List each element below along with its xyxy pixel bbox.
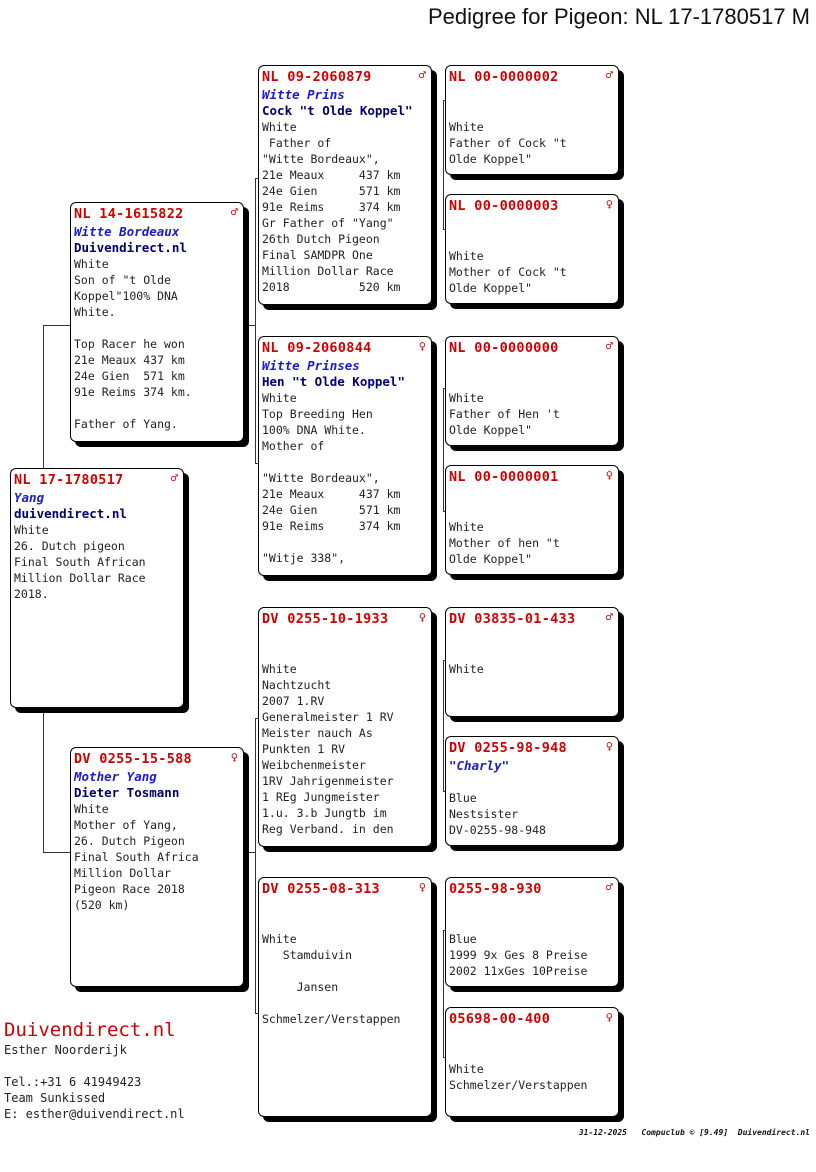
pigeon-name: Witte Bordeaux [74, 224, 180, 239]
ring-number: NL 00-0000001 [449, 469, 559, 485]
pigeon-card-ggp-2[interactable] [445, 194, 619, 304]
pigeon-info-line: Nestsister [449, 807, 519, 821]
pigeon-info-line [74, 320, 240, 336]
pigeon-info-line [262, 963, 428, 979]
pigeon-info-line: Reg Verband. in den [262, 822, 394, 836]
pigeon-info-line: Weibchenmeister [262, 758, 366, 772]
pigeon-info-line: Million Dollar [74, 866, 171, 880]
pigeon-owner [449, 103, 615, 119]
pigeon-info-line: Schmelzer/Verstappen [262, 1012, 401, 1026]
page-title: Pedigree for Pigeon: NL 17-1780517 M [428, 4, 810, 29]
pigeon-owner [449, 374, 615, 390]
pigeon-info-line: Million Dollar Race [262, 264, 394, 278]
pigeon-info-line: Meister nauch As [262, 726, 373, 740]
connector-line [246, 325, 256, 326]
pigeon-owner: Duivendirect.nl [74, 240, 187, 255]
pigeon-owner: Dieter Tosmann [74, 785, 180, 800]
pigeon-info-line: 1999 9x Ges 8 Preise [449, 948, 588, 962]
pigeon-card-dam-sire[interactable] [258, 607, 432, 847]
pigeon-info-line: Final SAMDPR One [262, 248, 373, 262]
pigeon-owner: duivendirect.nl [14, 506, 127, 521]
pigeon-card-ggp-6[interactable] [445, 736, 619, 846]
pigeon-card-ggp-1[interactable] [445, 65, 619, 175]
print-stamp: 31-12-2025 Compuclub © [9.49] Duivendirect.nl [578, 1128, 810, 1137]
pigeon-info-line: Father of [262, 136, 332, 150]
pigeon-info-line: White [262, 120, 297, 134]
pigeon-info-line: White [74, 802, 109, 816]
pigeon-info-line: Olde Koppel" [449, 423, 533, 437]
pigeon-info-line: Schmelzer/Verstappen [449, 1078, 588, 1092]
pigeon-card-sire-dam[interactable] [258, 336, 432, 576]
pigeon-info-line: 2018 520 km [262, 280, 401, 294]
pigeon-info-line: 24e Gien 571 km [262, 503, 401, 517]
pigeon-info-line [262, 995, 428, 1011]
pigeon-info-line: Mother of Yang, [74, 818, 178, 832]
pigeon-info-line: 24e Gien 571 km [74, 369, 185, 383]
pigeon-info-line: 26. Dutch Pigeon [74, 834, 185, 848]
ring-number: NL 09-2060879 [262, 69, 372, 85]
pigeon-info-line: 21e Meaux 437 km [74, 353, 185, 367]
pigeon-info-line: White [14, 523, 49, 537]
sex-symbol-icon: ♂ [418, 68, 426, 82]
pigeon-info-line: Jansen [262, 980, 339, 994]
pigeon-info-line: Final South African [14, 555, 146, 569]
pigeon-name [262, 899, 428, 915]
sex-symbol-icon: ♀ [605, 197, 613, 211]
sex-symbol-icon: ♂ [605, 880, 613, 894]
pigeon-info-line: Father of Cock "t [449, 136, 567, 150]
pigeon-name: Yang [14, 490, 45, 505]
contact-line: Esther Noorderijk [4, 1043, 127, 1057]
pigeon-owner [262, 645, 428, 661]
pigeon-info-line: Million Dollar Race [14, 571, 146, 585]
pigeon-info-line: 91e Reims 374 km. [74, 385, 192, 399]
pigeon-info-line: White [449, 1062, 484, 1076]
pigeon-info-line: Gr Father of "Yang" [262, 216, 394, 230]
pigeon-info-line: White [262, 662, 297, 676]
pigeon-owner [449, 915, 615, 931]
ring-number: DV 0255-08-313 [262, 881, 380, 897]
ring-number: NL 00-0000000 [449, 340, 559, 356]
sex-symbol-icon: ♀ [605, 1010, 613, 1024]
sex-symbol-icon: ♀ [230, 750, 238, 764]
pigeon-owner: Hen "t Olde Koppel" [262, 374, 405, 389]
pigeon-owner [449, 645, 615, 661]
ring-number: 05698-00-400 [449, 1011, 551, 1027]
brand-name: Duivendirect.nl [4, 1019, 176, 1041]
pigeon-info-line: Blue [449, 791, 477, 805]
pigeon-info-line: DV-0255-98-948 [449, 823, 546, 837]
pigeon-name [262, 629, 428, 645]
pigeon-info-line: Olde Koppel" [449, 552, 533, 566]
pigeon-info-line: "Witje 338", [262, 551, 346, 565]
pigeon-info-line: White [262, 391, 297, 405]
pigeon-info-line: Pigeon Race 2018 [74, 882, 185, 896]
pigeon-info-line: White [449, 249, 484, 263]
pigeon-card-sire[interactable] [70, 202, 244, 442]
ring-number: NL 14-1615822 [74, 206, 184, 222]
pigeon-info-line: 21e Meaux 437 km [262, 168, 401, 182]
pigeon-info-line: Top Breeding Hen [262, 407, 373, 421]
connector-line [43, 325, 44, 470]
pigeon-info-line: Father of Hen 't [449, 407, 560, 421]
pigeon-info-line [262, 454, 428, 470]
pigeon-info-line: 1RV Jahrigenmeister [262, 774, 394, 788]
ring-number: NL 00-0000003 [449, 198, 559, 214]
pigeon-name [449, 216, 615, 232]
pigeon-info-line: Olde Koppel" [449, 281, 533, 295]
pigeon-info-line: 2007 1.RV [262, 694, 325, 708]
pigeon-card-dam-dam[interactable] [258, 877, 432, 1117]
pigeon-info-line: "Witte Bordeaux", [262, 152, 380, 166]
pigeon-name: "Charly" [449, 758, 510, 773]
pigeon-info-line: Generalmeister 1 RV [262, 710, 394, 724]
pigeon-info-line: White [74, 257, 109, 271]
pigeon-info-line [262, 534, 428, 550]
pigeon-info-line: 91e Reims 374 km [262, 519, 401, 533]
contact-line: Tel.:+31 6 41949423 [4, 1075, 142, 1089]
pigeon-owner [449, 232, 615, 248]
sex-symbol-icon: ♀ [605, 468, 613, 482]
pigeon-info-line: Blue [449, 932, 477, 946]
pigeon-info-line: White [449, 391, 484, 405]
sex-symbol-icon: ♂ [605, 68, 613, 82]
pigeon-info-line: Son of "t Olde [74, 273, 171, 287]
pigeon-name [449, 1029, 615, 1045]
pigeon-info-line: 2002 11xGes 10Preise [449, 964, 588, 978]
pigeon-info-line: White [449, 120, 484, 134]
pigeon-name: Mother Yang [74, 769, 157, 784]
pigeon-info-line: Nachtzucht [262, 678, 332, 692]
pigeon-info-line: 26th Dutch Pigeon [262, 232, 380, 246]
pigeon-info-line: Mother of Cock "t [449, 265, 567, 279]
ring-number: DV 0255-10-1933 [262, 611, 389, 627]
ring-number: DV 0255-15-588 [74, 751, 192, 767]
pigeon-info-line: 1 REg Jungmeister [262, 790, 380, 804]
pigeon-info-line: Mother of [262, 439, 325, 453]
pigeon-info-line: 2018. [14, 587, 49, 601]
connector-line [43, 712, 44, 852]
pigeon-info-line: 100% DNA White. [262, 423, 366, 437]
pigeon-info-line: Top Racer he won [74, 337, 185, 351]
pigeon-name: Witte Prins [262, 87, 345, 102]
ring-number: DV 03835-01-433 [449, 611, 576, 627]
pigeon-owner: Cock "t Olde Koppel" [262, 103, 413, 118]
pigeon-card-ggp-7[interactable] [445, 877, 619, 987]
pigeon-info-line: 24e Gien 571 km [262, 184, 401, 198]
pigeon-info-line [74, 400, 240, 416]
sex-symbol-icon: ♀ [605, 739, 613, 753]
connector-line [246, 852, 256, 853]
pigeon-name: Witte Prinses [262, 358, 360, 373]
pigeon-info-line: Final South Africa [74, 850, 199, 864]
pigeon-info-line: Mother of hen "t [449, 536, 560, 550]
sex-symbol-icon: ♀ [418, 339, 426, 353]
pigeon-name [449, 487, 615, 503]
ring-number: DV 0255-98-948 [449, 740, 567, 756]
pigeon-owner [449, 1045, 615, 1061]
pigeon-info-line: "Witte Bordeaux", [262, 471, 380, 485]
pigeon-info-line: Stamduivin [262, 948, 353, 962]
pigeon-info-line: 1.u. 3.b Jungtb im [262, 806, 387, 820]
connector-line [43, 325, 71, 326]
contact-line [4, 1058, 185, 1074]
ring-number: NL 17-1780517 [14, 472, 124, 488]
ring-number: NL 09-2060844 [262, 340, 372, 356]
connector-line [43, 852, 71, 853]
pigeon-card-sire-sire[interactable] [258, 65, 432, 305]
pigeon-info-line: 26. Dutch pigeon [14, 539, 125, 553]
sex-symbol-icon: ♂ [170, 471, 178, 485]
ring-number: 0255-98-930 [449, 881, 542, 897]
ring-number: NL 00-0000002 [449, 69, 559, 85]
pigeon-name [449, 358, 615, 374]
pigeon-card-ggp-4[interactable] [445, 465, 619, 575]
pigeon-info-line: Olde Koppel" [449, 152, 533, 166]
pigeon-card-dam[interactable] [70, 747, 244, 987]
pigeon-card-ggp-8[interactable] [445, 1007, 619, 1117]
contact-line: Team Sunkissed [4, 1091, 106, 1105]
pigeon-info-line: Punkten 1 RV [262, 742, 346, 756]
sex-symbol-icon: ♂ [605, 339, 613, 353]
pigeon-info-line: 21e Meaux 437 km [262, 487, 401, 501]
pigeon-owner [449, 503, 615, 519]
pigeon-info-line: 91e Reims 374 km [262, 200, 401, 214]
pigeon-info-line: Father of Yang. [74, 417, 178, 431]
pigeon-owner [262, 915, 428, 931]
sex-symbol-icon: ♂ [605, 610, 613, 624]
pigeon-info-line: White [449, 520, 484, 534]
sex-symbol-icon: ♀ [418, 880, 426, 894]
breeder-contact [4, 1018, 185, 1122]
pigeon-name [449, 629, 615, 645]
pigeon-info-line: White [262, 932, 297, 946]
pigeon-name [449, 899, 615, 915]
pigeon-owner [449, 774, 615, 790]
pigeon-info-line: (520 km) [74, 898, 130, 912]
pigeon-info-line: White [449, 662, 484, 676]
pigeon-name [449, 87, 615, 103]
pigeon-card-ggp-3[interactable] [445, 336, 619, 446]
sex-symbol-icon: ♀ [418, 610, 426, 624]
pigeon-card-ggp-5[interactable] [445, 607, 619, 717]
contact-line: E: esther@duivendirect.nl [4, 1107, 185, 1121]
pigeon-card-subject[interactable] [10, 468, 184, 708]
sex-symbol-icon: ♂ [230, 205, 238, 219]
pigeon-info-line: Koppel"100% DNA [74, 289, 178, 303]
pigeon-info-line: White. [74, 305, 116, 319]
